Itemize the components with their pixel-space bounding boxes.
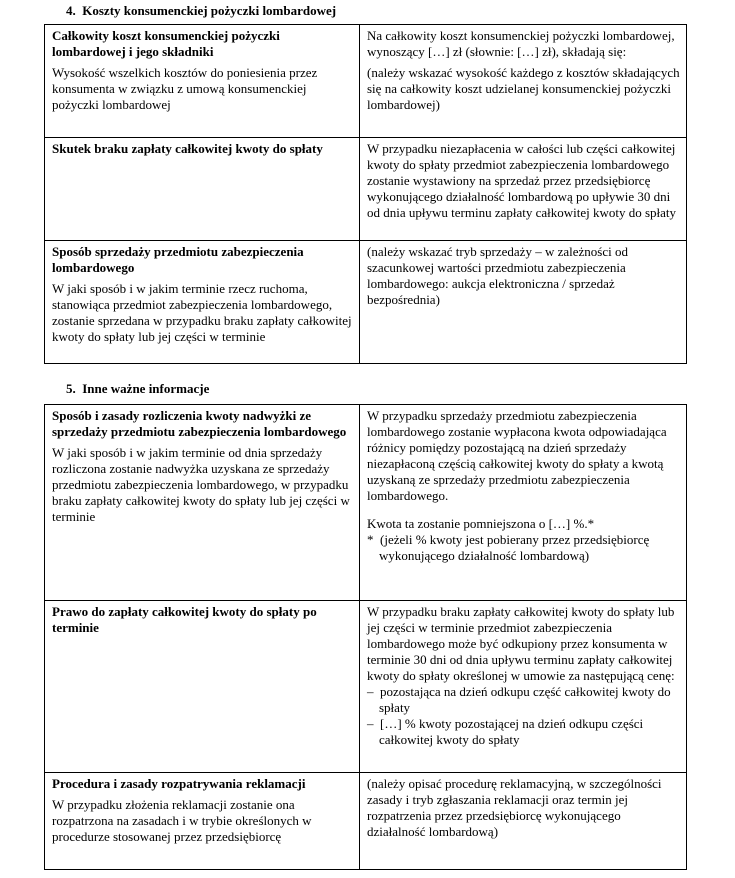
row-text: W przypadku braku zapłaty całkowitej kwoty do spłaty lub jej części w terminie przedmiot zabezpieczenia lombardowego może być odkupiony przez konsumenta w terminie 30 dni od dnia upływu terminu zapłaty całkowitej kwoty do spłaty określonej w umowie za następującą cenę: <box>367 604 675 683</box>
section-4-table <box>44 24 687 364</box>
section-5-heading: 5. Inne ważne informacje <box>66 381 210 396</box>
row-value-cell <box>360 138 687 241</box>
row-text: W przypadku sprzedaży przedmiotu zabezpieczenia lombardowego zostanie wypłacona kwota odpowiadająca różnicy pomiędzy pozostającą na dzień sprzedaży niezapłaconą częścią całkowitej kwoty do spłaty a kwotą uzyskaną ze sprzedaży przedmiotu zabezpieczenia lombardowego. <box>367 408 667 503</box>
row-label-cell <box>45 25 360 138</box>
row-label-cell <box>45 773 360 870</box>
row-text: W przypadku niezapłacenia w całości lub części całkowitej kwoty do spłaty przedmiot zabezpieczenia lombardowego zostanie wystawiony na sprzedaż przez przedsiębiorcę wykonującego działalność lombardową po upływie 30 dni od dnia upływu terminu zapłaty całkowitej kwoty do spłaty <box>367 141 677 220</box>
row-title: Sposób sprzedaży przedmiotu zabezpieczenia lombardowego <box>52 244 304 275</box>
row-value-cell <box>360 773 687 870</box>
row-title: Skutek braku zapłaty całkowitej kwoty do spłaty <box>52 141 323 156</box>
row-title: Procedura i zasady rozpatrywania reklamacji <box>52 776 306 791</box>
table-row <box>45 138 687 241</box>
row-title: Prawo do zapłaty całkowitej kwoty do spłaty po terminie <box>52 604 317 635</box>
row-instruction: (należy wskazać wysokość każdego z kosztów składających się na całkowity koszt udzielanej konsumenckiej pożyczki lombardowej) <box>367 65 680 112</box>
row-description: Wysokość wszelkich kosztów do poniesienia przez konsumenta w związku z umową konsumenckiej pożyczki lombardowej <box>52 65 318 112</box>
section-4-heading: 4. Koszty konsumenckiej pożyczki lombardowej <box>66 3 337 18</box>
list-item: – pozostająca na dzień odkupu część całkowitej kwoty do spłaty <box>367 684 671 715</box>
row-label-cell <box>45 241 360 364</box>
row-value-cell <box>360 601 687 773</box>
table-row <box>45 601 687 773</box>
section-5-table <box>44 404 687 870</box>
row-description: W jaki sposób i w jakim terminie od dnia sprzedaży rozliczona zostanie nadwyżka uzyskana ze sprzedaży przedmiotu zabezpieczenia lombardowego, w przypadku braku zapłaty całkowitej kwoty do spłaty lub jej części w terminie <box>52 445 350 524</box>
row-value-cell <box>360 25 687 138</box>
row-value-cell <box>360 241 687 364</box>
list-item: – […] % kwoty pozostającej na dzień odkupu części całkowitej kwoty do spłaty <box>367 716 644 747</box>
row-label-cell <box>45 138 360 241</box>
row-value-cell <box>360 405 687 601</box>
row-label-cell <box>45 405 360 601</box>
table-row <box>45 241 687 364</box>
row-instruction: (należy opisać procedurę reklamacyjną, w szczególności zasady i tryb zgłaszania reklamacji oraz termin jej rozpatrzenia przez przedsiębiorcę wykonującego działalność lombardową) <box>367 776 662 839</box>
row-description: W jaki sposób i w jakim terminie rzecz ruchoma, stanowiąca przedmiot zabezpieczenia lombardowego, zostanie sprzedana w przypadku braku zapłaty całkowitej kwoty do spłaty lub jej części w terminie <box>52 281 352 344</box>
row-title: Sposób i zasady rozliczenia kwoty nadwyżki ze sprzedaży przedmiotu zabezpieczenia lombardowego <box>52 408 347 439</box>
table-row <box>45 773 687 870</box>
row-label-cell <box>45 601 360 773</box>
row-text: Kwota ta zostanie pomniejszona o […] %.* <box>367 516 595 531</box>
row-text: Na całkowity koszt konsumenckiej pożyczki lombardowej, wynoszący […] zł (słownie: […] zł), składają się: <box>367 28 675 59</box>
row-instruction: (należy wskazać tryb sprzedaży – w zależności od szacunkowej wartości przedmiotu zabezpieczenia lombardowego: aukcja elektroniczna / sprzedaż bezpośrednia) <box>367 244 628 307</box>
row-title: Całkowity koszt konsumenckiej pożyczki lombardowej i jego składniki <box>52 28 280 59</box>
row-description: W przypadku złożenia reklamacji zostanie ona rozpatrzona na zasadach i w trybie określonych w procedurze stosowanej przez przedsiębiorcę <box>52 797 312 844</box>
footnote: * (jeżeli % kwoty jest pobierany przez przedsiębiorcę wykonującego działalność lombardową) <box>367 532 650 563</box>
table-row <box>45 405 687 601</box>
table-row <box>45 25 687 138</box>
